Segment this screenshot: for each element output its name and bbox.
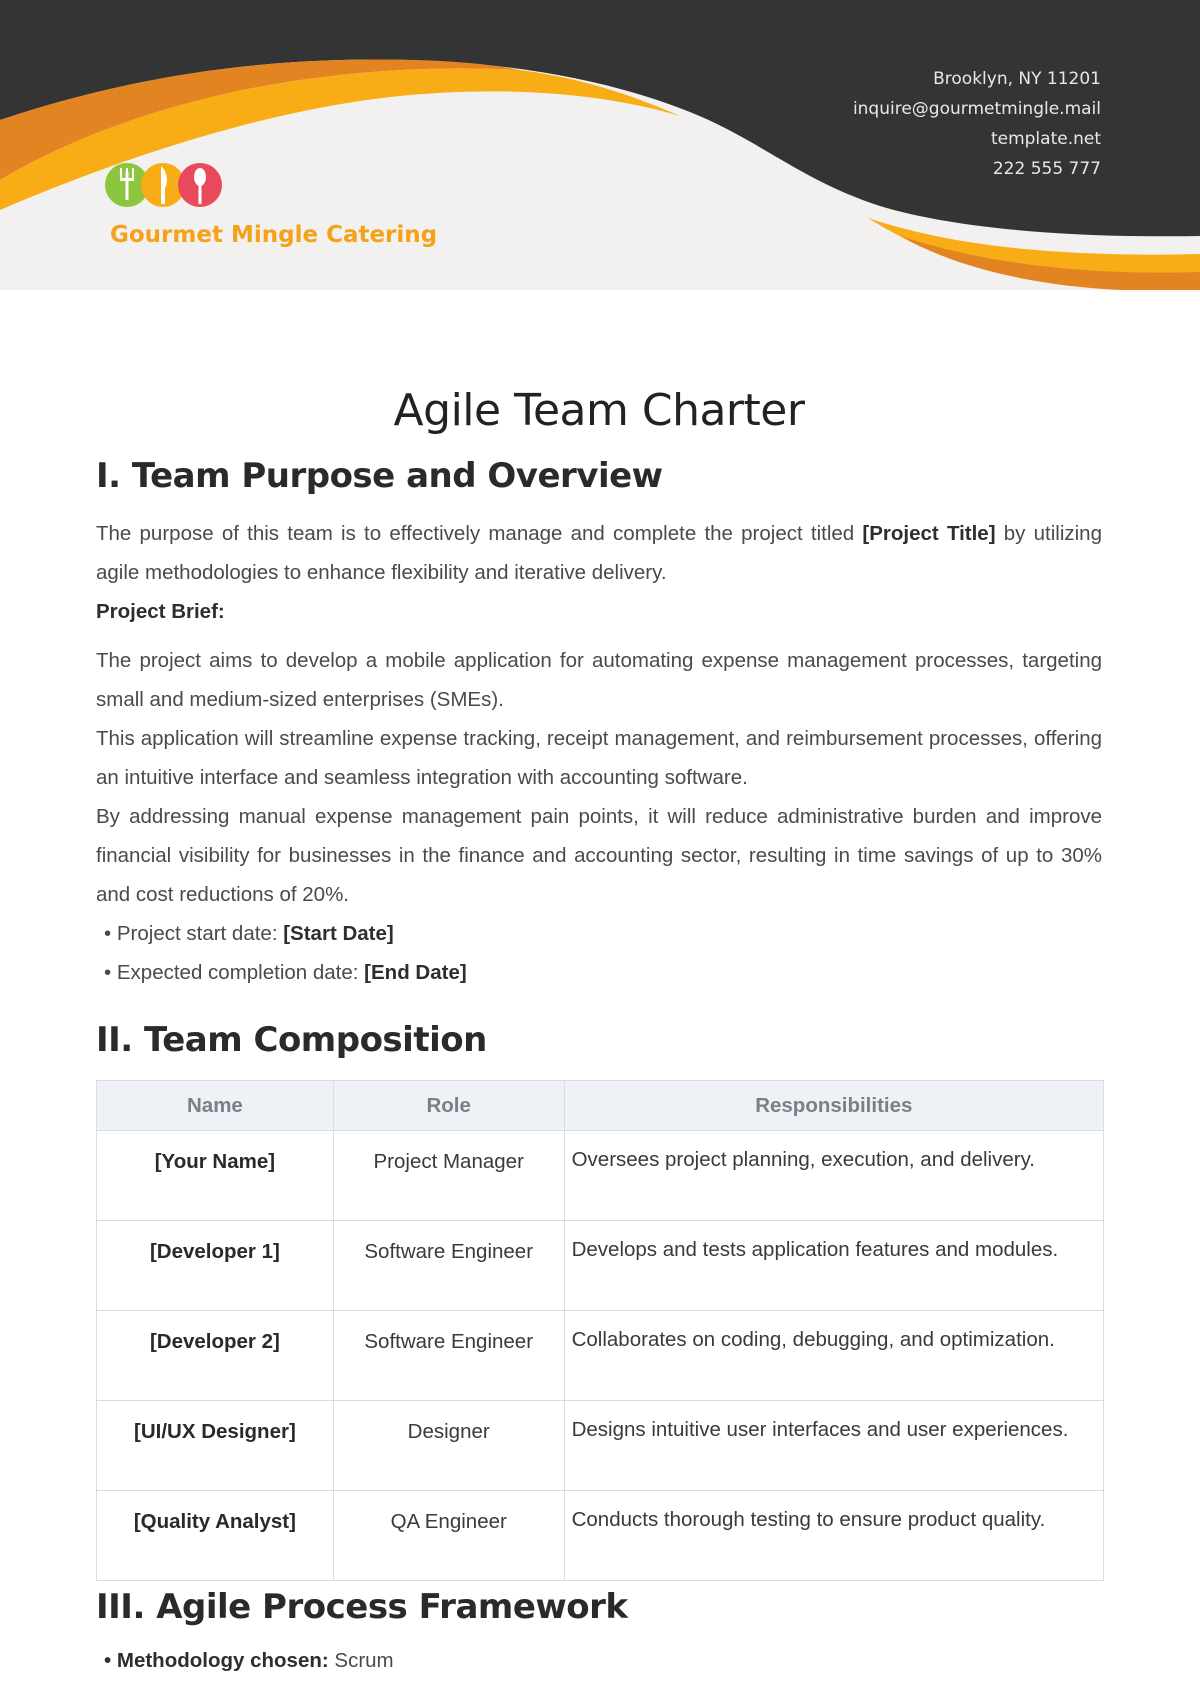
section-heading-process: III. Agile Process Framework — [96, 1587, 628, 1627]
table-row — [97, 1491, 1104, 1581]
member-role: QA Engineer — [333, 1491, 564, 1581]
page-header — [0, 0, 1200, 290]
member-responsibility: Collaborates on coding, debugging, and optimization. — [564, 1311, 1103, 1401]
member-name: [Developer 2] — [97, 1311, 334, 1401]
member-responsibility: Develops and tests application features and modules. — [564, 1221, 1103, 1311]
company-name: Gourmet Mingle Catering — [110, 222, 438, 248]
table-row — [97, 1221, 1104, 1311]
member-role: Project Manager — [333, 1131, 564, 1221]
document-body — [96, 385, 1102, 1680]
column-header-name: Name — [97, 1081, 334, 1131]
table-row — [97, 1131, 1104, 1221]
methodology-item — [96, 1641, 1102, 1680]
column-header-role: Role — [333, 1081, 564, 1131]
document-title: Agile Team Charter — [393, 385, 805, 436]
team-composition-table — [96, 1080, 1104, 1581]
brief-paragraph-1: The project aims to develop a mobile application for automating expense management processes, targeting small and medium-sized enterprises (SMEs). — [96, 649, 1102, 711]
methodology-value: Scrum — [334, 1649, 394, 1672]
member-responsibility: Oversees project planning, execution, and delivery. — [564, 1131, 1103, 1221]
brief-paragraph-2: This application will streamline expense tracking, receipt management, and reimbursement processes, offering an intuitive interface and seamless integration with accounting software. — [96, 727, 1102, 789]
column-header-responsibilities: Responsibilities — [564, 1081, 1103, 1131]
project-brief-label: Project Brief: — [96, 600, 225, 623]
contact-website[interactable]: template.net — [990, 129, 1101, 149]
table-row — [97, 1311, 1104, 1401]
table-row — [97, 1401, 1104, 1491]
member-role: Software Engineer — [333, 1221, 564, 1311]
end-date-label: • Expected completion date: — [104, 961, 365, 984]
member-name: [Quality Analyst] — [97, 1491, 334, 1581]
brief-paragraph-3: By addressing manual expense management pain points, it will reduce administrative burden and improve financial visibility for businesses in the finance and accounting sector, resulting in time savings of up to 30% and cost reductions of 20%. — [96, 805, 1102, 906]
member-responsibility: Designs intuitive user interfaces and user experiences. — [564, 1401, 1103, 1491]
start-date-item — [96, 914, 1102, 953]
spoon-icon — [178, 163, 222, 207]
purpose-intro — [96, 514, 1102, 592]
contact-address: Brooklyn, NY 11201 — [933, 69, 1101, 89]
contact-email[interactable]: inquire@gourmetmingle.mail — [852, 99, 1101, 119]
member-role: Software Engineer — [333, 1311, 564, 1401]
methodology-label: • Methodology chosen: — [104, 1649, 335, 1672]
section-heading-composition: II. Team Composition — [96, 1020, 487, 1060]
start-date-label: • Project start date: — [104, 922, 284, 945]
end-date-value: [End Date] — [364, 961, 467, 984]
project-title-placeholder: [Project Title] — [862, 522, 996, 545]
section-heading-purpose: I. Team Purpose and Overview — [96, 456, 663, 496]
end-date-item — [96, 953, 1102, 992]
start-date-value: [Start Date] — [283, 922, 394, 945]
member-role: Designer — [333, 1401, 564, 1491]
member-name: [Your Name] — [97, 1131, 334, 1221]
intro-text-after: by utilizing agile methodologies to enhance flexibility and iterative delivery. — [96, 522, 1102, 584]
intro-text-before: The purpose of this team is to effectively manage and complete the project titled — [96, 522, 863, 545]
table-header-row — [97, 1081, 1104, 1131]
member-name: [Developer 1] — [97, 1221, 334, 1311]
member-responsibility: Conducts thorough testing to ensure product quality. — [564, 1491, 1103, 1581]
contact-phone: 222 555 777 — [992, 159, 1101, 179]
company-logo — [104, 160, 224, 210]
contact-info — [853, 64, 1101, 184]
member-name: [UI/UX Designer] — [97, 1401, 334, 1491]
